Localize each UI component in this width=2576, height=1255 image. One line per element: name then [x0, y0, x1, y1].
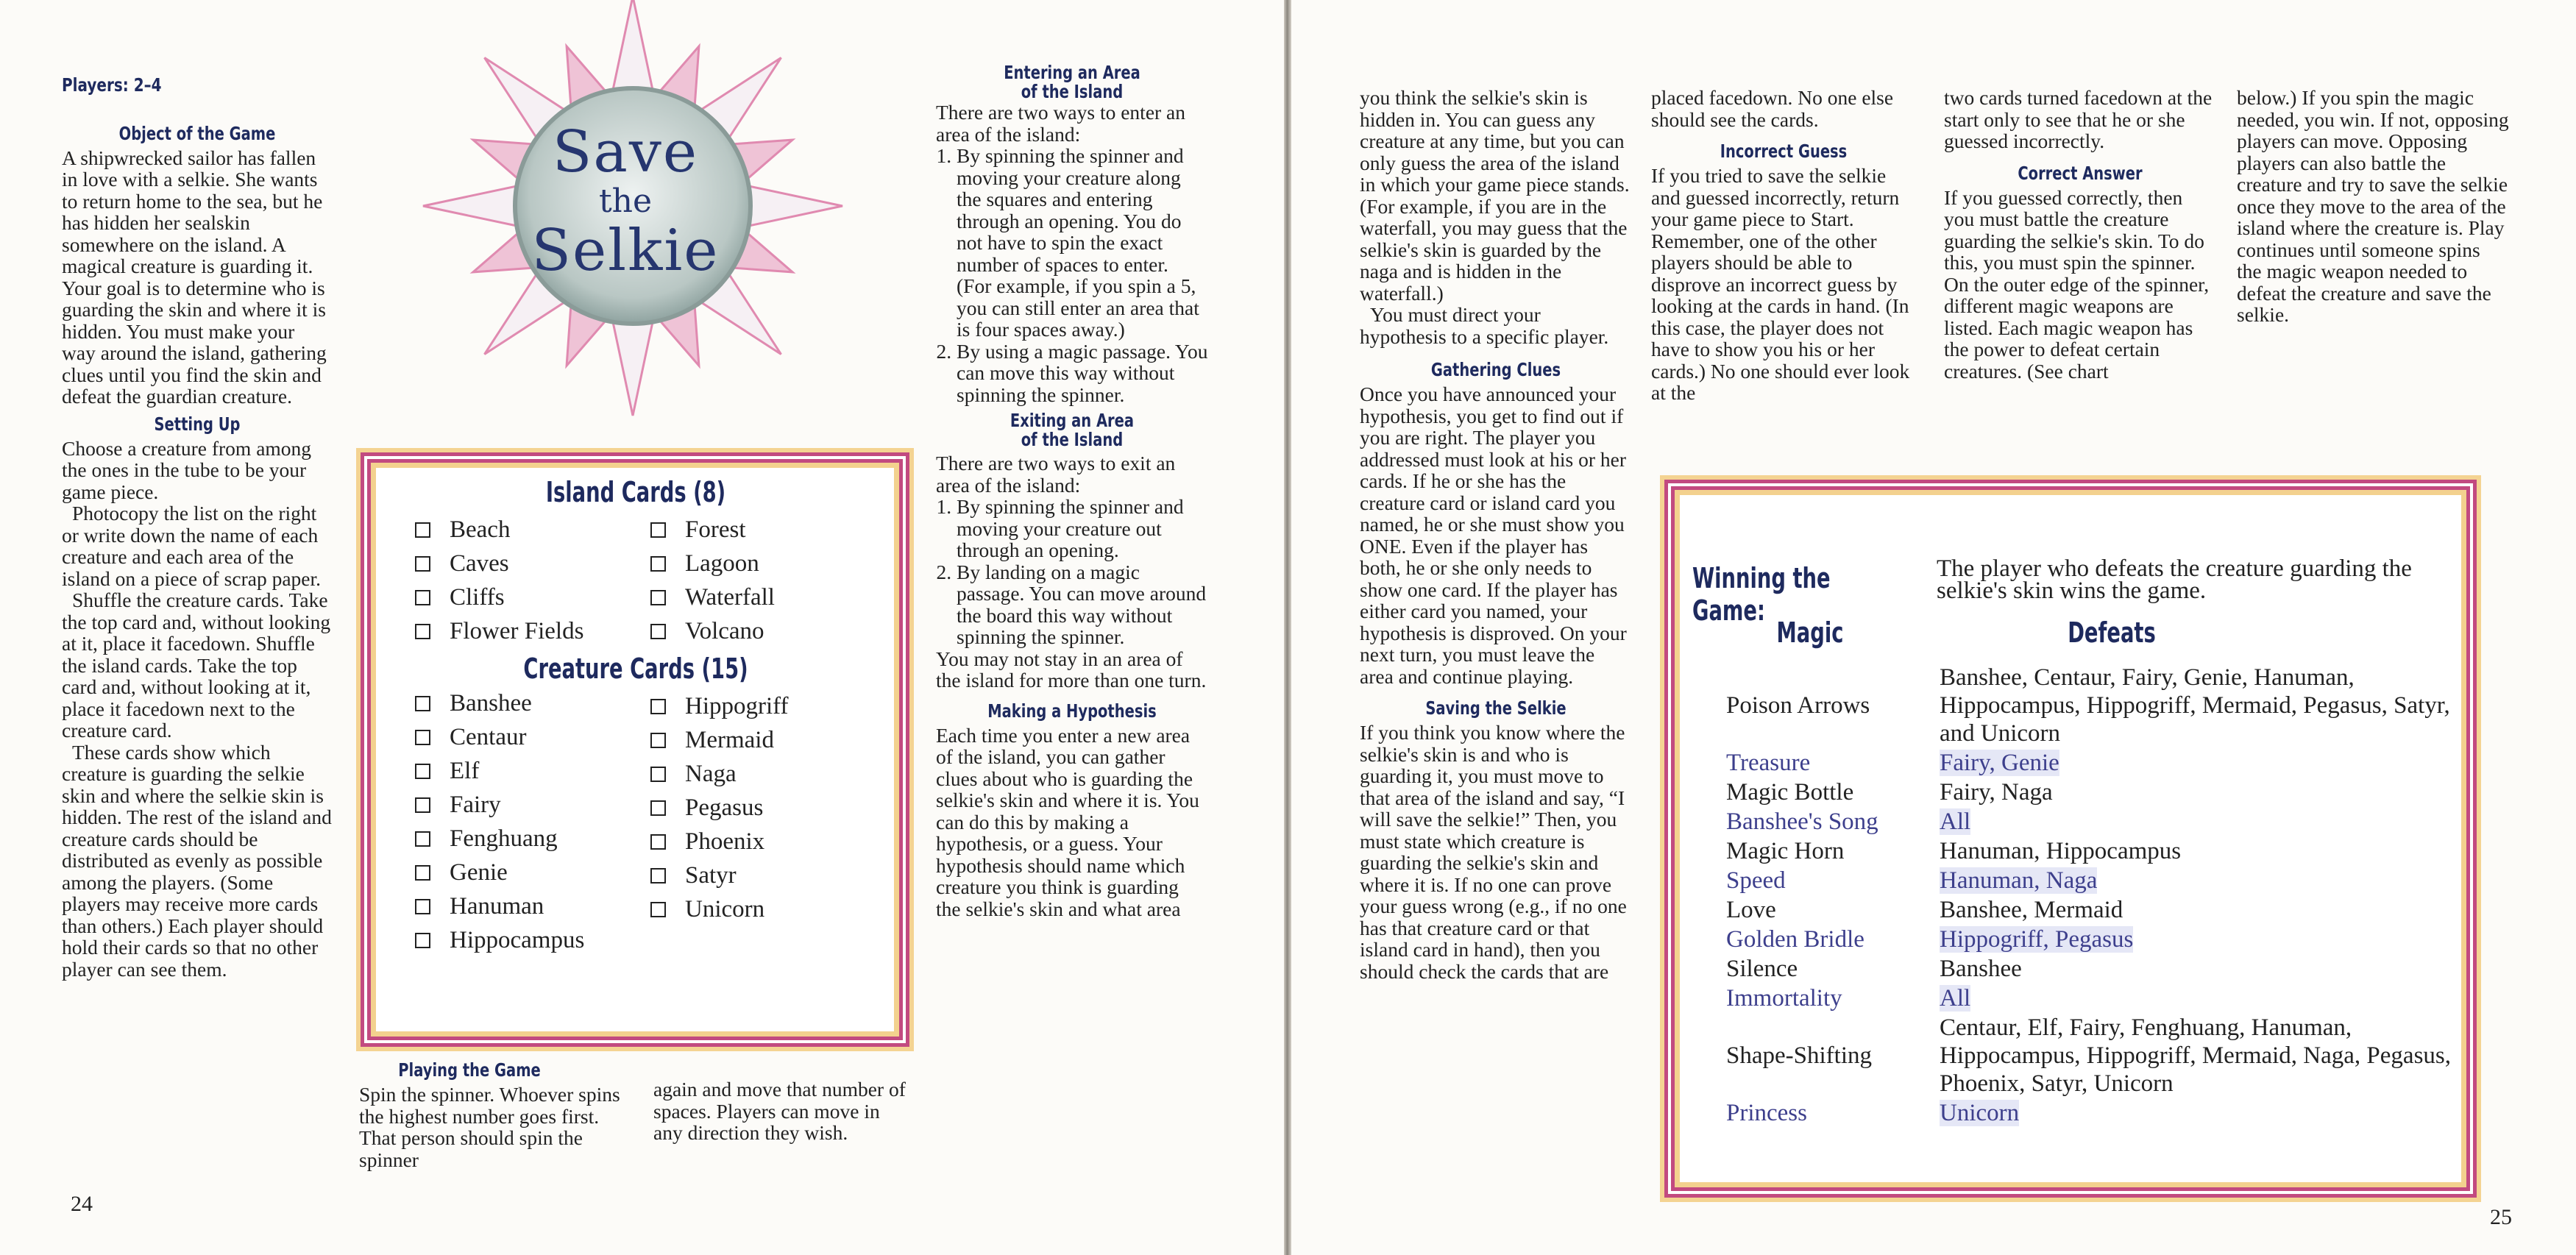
- defeats-text: Centaur, Elf, Fairy, Fenghuang, Hanuman, Hippocampus, Hippogriff, Mermaid, Naga, Pegasus, Phoenix, Satyr, Unicorn: [1940, 1014, 2452, 1097]
- defeats-heading: Defeats: [2068, 616, 2156, 649]
- playing-text-a: Spin the spinner. Whoever spins the highest number goes first. That person should spin the spinner: [359, 1083, 620, 1171]
- defeats-text: Banshee: [1940, 956, 2022, 982]
- checklist-label: Cliffs: [450, 584, 505, 611]
- creature-list-col-2: [650, 686, 871, 957]
- magic-name: Golden Bridle: [1726, 925, 1864, 953]
- checklist-item: [650, 791, 871, 825]
- game-title: [515, 119, 736, 284]
- checkbox-icon: [415, 865, 430, 881]
- magic-name: Princess: [1726, 1099, 1807, 1126]
- exiting-intro: There are two ways to exit an area of the island:: [936, 452, 1176, 497]
- entering-list: [936, 145, 1208, 405]
- right-column-3: [1944, 87, 2216, 382]
- winning-text: The player who defeats the creature guarding the selkie's skin wins the game.: [1937, 555, 2412, 604]
- magic-name: Love: [1726, 896, 1776, 923]
- setting-p3: Shuffle the creature cards. Take the top card and, without looking at it, place it facedown. Shuffle the island cards. Take the top card and, without looking at it, place it facedown next to the creature card.: [62, 589, 331, 742]
- checklist-item: [415, 720, 650, 754]
- checklist-item: [415, 856, 650, 889]
- checkbox-icon: [650, 624, 666, 639]
- checkbox-icon: [415, 590, 430, 605]
- magic-name: Immortality: [1726, 984, 1842, 1012]
- checkbox-icon: [415, 556, 430, 572]
- magic-name: Magic Bottle: [1726, 778, 1854, 806]
- magic-defeats: [1940, 837, 2455, 865]
- magic-table-row: [1726, 925, 2455, 953]
- saving-text: If you think you know where the selkie's skin is and who is guarding it, you must move to that area of the island and say, “I will save the selkie!” Then, you must state which creature is guarding the selkie's skin and where it is. If no one can prove your guess wrong (e.g., if no one has that creature card or that island card in hand), then you should check the cards that are: [1360, 721, 1627, 983]
- right-column-2: [1651, 87, 1916, 404]
- checklist-item: [415, 923, 650, 957]
- island-cards-heading: Island Cards (8): [545, 476, 726, 508]
- exiting-heading: [966, 411, 1179, 449]
- players-count: Players: 2–4: [62, 74, 162, 96]
- checkbox-icon: [415, 696, 430, 711]
- checklist-item: [415, 754, 650, 788]
- checklist-label: Banshee: [450, 690, 532, 717]
- checklist-label: Elf: [450, 758, 480, 784]
- checklist-item: [650, 580, 871, 614]
- entering-intro: There are two ways to enter an area of the island:: [936, 101, 1186, 146]
- right-col1-p2: You must direct your hypothesis to a specific player.: [1360, 303, 1609, 348]
- setting-p1: Choose a creature from among the ones in the tube to be your game piece.: [62, 436, 312, 503]
- defeats-text: Banshee, Centaur, Fairy, Genie, Hanuman, Hippocampus, Hippogriff, Mermaid, Pegasus, Satyr, and Unicorn: [1940, 664, 2450, 747]
- checklist-label: Flower Fields: [450, 618, 584, 644]
- defeats-text: All: [1940, 808, 1971, 835]
- title-line-2: the: [598, 182, 653, 220]
- numbered-item: 2. By using a magic passage. You can move this way without spinning the spinner.: [957, 341, 1208, 406]
- checkbox-icon: [415, 933, 430, 948]
- playing-section: [359, 1053, 639, 1170]
- defeats-text: Hanuman, Naga: [1940, 867, 2098, 894]
- checklist-item: [650, 757, 871, 791]
- page-number-right: 25: [2490, 1205, 2512, 1229]
- star-ray: [611, 314, 655, 416]
- checkbox-icon: [415, 522, 430, 538]
- checkbox-icon: [415, 764, 430, 779]
- creature-list-col-1: [415, 686, 650, 957]
- checklist-label: Pegasus: [685, 794, 764, 821]
- title-line-3: Selkie: [531, 218, 720, 284]
- checkbox-icon: [650, 800, 666, 816]
- defeats-text: Fairy, Naga: [1940, 779, 2053, 806]
- right-col4-p1: below.) If you spin the magic needed, you win. If not, opposing players can move. Opposing players can also battle the creature and try to save the selkie once they move to the area of the island where the creature is. Play continues until someone spins the magic weapon needed to defeat the creature and save the selkie.: [2237, 86, 2509, 326]
- exiting-list: [936, 496, 1208, 648]
- gathering-text: Once you have announced your hypothesis, you get to find out if you are right. The player you addressed must look at his or her cards. If he or she has the creature card or island card you named, he or she must show you ONE. Even if the player has both, he or she only needs to show one card. If the player has either card you named, your hypothesis is disproved. On your next turn, you must leave the area and continue playing.: [1360, 383, 1627, 688]
- hypothesis-text: Each time you enter a new area of the island, you can gather clues about who is guarding the selkie's skin and where it is. You can do this by making a hypothesis, or a guess. Your hypothesis should name which creature you think is guarding the selkie's skin and what area: [936, 723, 1199, 920]
- checklist-item: [415, 547, 650, 580]
- right-col2-p1: placed facedown. No one else should see the cards.: [1651, 86, 1894, 131]
- defeats-text: Hanuman, Hippocampus: [1940, 838, 2182, 864]
- star-ray: [423, 185, 525, 228]
- numbered-item: 1. By spinning the spinner and moving your creature out through an opening.: [957, 496, 1208, 561]
- object-text: A shipwrecked sailor has fallen in love with a selkie. She wants to return home to the sea, but he has hidden her sealskin somewhere on the island. A magical creature is guarding it. Your goal is to determine who is guarding the skin and where it is hidden. You must make your way around the island, gathering clues until you find the skin and defeat the guardian creature.: [62, 146, 327, 408]
- magic-defeats: [1940, 1014, 2455, 1098]
- checklist-label: Mermaid: [685, 727, 774, 753]
- checklist-label: Genie: [450, 859, 508, 886]
- magic-defeats: [1940, 984, 2455, 1012]
- left-column-3: [936, 63, 1208, 920]
- magic-defeats-table: [1726, 662, 2455, 1128]
- correct-text: If you guessed correctly, then you must battle the creature guarding the selkie's skin. To do this, you must spin the spinner. On the outer edge of the spinner, different magic weapons are listed. Each magic weapon has the power to defeat certain creatures. (See chart: [1944, 185, 2210, 383]
- checklist-label: Hippocampus: [450, 927, 585, 953]
- checklist-item: [650, 892, 871, 926]
- numbered-item: 2. By landing on a magic passage. You can move around the board this way without spinning the spinner.: [957, 561, 1208, 648]
- checklist-item: [415, 788, 650, 822]
- winning-heading: Winning the Game:: [1692, 562, 1831, 627]
- magic-table-row: [1726, 1099, 2455, 1127]
- magic-table-row: [1726, 664, 2455, 747]
- checkbox-icon: [415, 624, 430, 639]
- checklist-item: [415, 580, 650, 614]
- exiting-note: You may not stay in an area of the island for more than one turn.: [936, 647, 1207, 692]
- checklist-label: Volcano: [685, 618, 764, 644]
- checkbox-icon: [650, 699, 666, 714]
- cards-list-frame: [361, 452, 909, 1047]
- setting-heading: Setting Up: [154, 413, 241, 435]
- incorrect-heading: Incorrect Guess: [1720, 141, 1848, 162]
- checkbox-icon: [650, 733, 666, 748]
- magic-defeats: [1940, 867, 2455, 895]
- checklist-item: [650, 614, 871, 648]
- defeats-text: Unicorn: [1940, 1100, 2020, 1126]
- left-page: [0, 0, 1284, 1255]
- magic-name: Shape-Shifting: [1726, 1042, 1872, 1069]
- checkbox-icon: [415, 797, 430, 813]
- magic-defeats: [1940, 896, 2455, 924]
- magic-table-row: [1726, 837, 2455, 865]
- title-line-1: Save: [552, 119, 699, 185]
- checkbox-icon: [650, 522, 666, 538]
- checklist-label: Phoenix: [685, 828, 765, 855]
- magic-name: Treasure: [1726, 749, 1811, 776]
- entering-heading: [966, 63, 1179, 102]
- magic-name: Magic Horn: [1726, 837, 1845, 864]
- defeats-text: Fairy, Genie: [1940, 750, 2059, 776]
- defeats-text: Banshee, Mermaid: [1940, 897, 2123, 923]
- checklist-item: [650, 825, 871, 858]
- incorrect-text: If you tried to save the selkie and guessed incorrectly, return your game piece to Start. Remember, one of the other players should be able to disprove an incorrect guess by looking at the cards in hand. (In this case, the player does not have to show you his or her cards.) No one should ever look at the: [1651, 164, 1910, 404]
- checkbox-icon: [650, 556, 666, 572]
- checklist-item: [415, 614, 650, 648]
- magic-name: Banshee's Song: [1726, 808, 1878, 835]
- checklist-label: Unicorn: [685, 896, 765, 922]
- page-number-left: 24: [71, 1192, 93, 1216]
- checklist-label: Satyr: [685, 862, 737, 889]
- checkbox-icon: [650, 834, 666, 850]
- exiting-heading-1: Exiting an Area: [1010, 410, 1135, 431]
- checklist-item: [415, 513, 650, 547]
- right-col1-p1: you think the selkie's skin is hidden in. You can guess any creature at any time, but you can only guess the area of the island in which your game piece stands. (For example, if you are in the waterfall, you may guess that the selkie's skin is guarded by the naga and is hidden in the waterfall.): [1360, 86, 1630, 305]
- magic-name: Speed: [1726, 867, 1786, 894]
- checklist-item: [650, 547, 871, 580]
- checklist-label: Waterfall: [685, 584, 775, 611]
- playing-heading: Playing the Game: [398, 1059, 541, 1081]
- checkbox-icon: [650, 868, 666, 884]
- checklist-item: [650, 858, 871, 892]
- book-gutter: [1284, 0, 1291, 1255]
- magic-table-row: [1726, 808, 2455, 836]
- checklist-label: Hippogriff: [685, 693, 789, 719]
- magic-table-row: [1726, 749, 2455, 777]
- playing-text-b: again and move that number of spaces. Players can move in any direction they wish.: [653, 1078, 906, 1144]
- entering-heading-1: Entering an Area: [1004, 62, 1140, 83]
- checklist-item: [650, 689, 871, 723]
- magic-heading: Magic: [1776, 616, 1844, 649]
- magic-name: Silence: [1726, 955, 1798, 982]
- magic-defeats: [1940, 808, 2455, 836]
- magic-table-row: [1726, 867, 2455, 895]
- creature-cards-heading: Creature Cards (15): [523, 653, 748, 685]
- right-column-4: [2237, 87, 2509, 326]
- checklist-item: [415, 822, 650, 856]
- checklist-item: [415, 686, 650, 720]
- checkbox-icon: [415, 730, 430, 745]
- magic-table-row: [1726, 778, 2455, 806]
- checklist-item: [415, 889, 650, 923]
- defeats-text: Hippogriff, Pegasus: [1940, 926, 2134, 953]
- setting-p2: Photocopy the list on the right or write down the name of each creature and each area of the island on a piece of scrap paper.: [62, 502, 322, 590]
- magic-defeats: [1940, 925, 2455, 953]
- checklist-label: Hanuman: [450, 893, 544, 920]
- magic-defeats: [1940, 1099, 2455, 1127]
- star-ray: [741, 185, 842, 228]
- gathering-heading: Gathering Clues: [1430, 359, 1561, 380]
- star-ray: [611, 0, 655, 98]
- checklist-label: Fairy: [450, 792, 501, 818]
- magic-defeats: [1940, 749, 2455, 777]
- magic-table-row: [1726, 984, 2455, 1012]
- checklist-label: Forest: [685, 516, 746, 543]
- right-col3-p1: two cards turned facedown at the start only to see that he or she guessed incorrectly.: [1944, 86, 2213, 152]
- numbered-item: 1. By spinning the spinner and moving your creature along the squares and entering through an opening. You do not have to spin the exact number of spaces to enter. (For example, if you spin a 5, you can still enter an area that is four spaces away.): [957, 145, 1208, 341]
- magic-defeats: [1940, 664, 2455, 747]
- magic-table-row: [1726, 955, 2455, 983]
- exiting-heading-2: of the Island: [1021, 429, 1124, 450]
- checklist-label: Naga: [685, 761, 737, 787]
- correct-heading: Correct Answer: [2018, 162, 2143, 184]
- entering-heading-2: of the Island: [1021, 81, 1124, 102]
- hypothesis-heading: Making a Hypothesis: [987, 700, 1157, 722]
- magic-table-row: [1726, 896, 2455, 924]
- checklist-label: Caves: [450, 550, 509, 577]
- checkbox-icon: [650, 902, 666, 917]
- checklist-label: Fenghuang: [450, 825, 558, 852]
- checkbox-icon: [415, 899, 430, 914]
- checklist-item: [650, 723, 871, 757]
- checkbox-icon: [650, 590, 666, 605]
- island-list-col-1: [415, 513, 650, 648]
- defeats-text: All: [1940, 985, 1971, 1012]
- setting-p4: These cards show which creature is guarding the selkie skin and where the selkie skin is hidden. The rest of the island and creature cards should be distributed as evenly as possible among the players. (Some players may receive more cards than others.) Each player should hold their cards so that no other player can see them.: [62, 740, 332, 981]
- checkbox-icon: [415, 831, 430, 847]
- right-column-1: [1360, 87, 1632, 982]
- magic-table-row: [1726, 1014, 2455, 1098]
- magic-name: Poison Arrows: [1726, 692, 1870, 719]
- checkbox-icon: [650, 767, 666, 782]
- playing-section-cont: [653, 1078, 912, 1144]
- magic-defeats: [1940, 955, 2455, 983]
- saving-heading: Saving the Selkie: [1425, 697, 1566, 719]
- checklist-item: [650, 513, 871, 547]
- checklist-label: Beach: [450, 516, 511, 543]
- checklist-label: Centaur: [450, 724, 527, 750]
- object-heading: Object of the Game: [118, 122, 276, 144]
- magic-defeats: [1940, 778, 2455, 806]
- checklist-label: Lagoon: [685, 550, 759, 577]
- left-column-1: [62, 74, 333, 980]
- island-list-col-2: [650, 513, 871, 648]
